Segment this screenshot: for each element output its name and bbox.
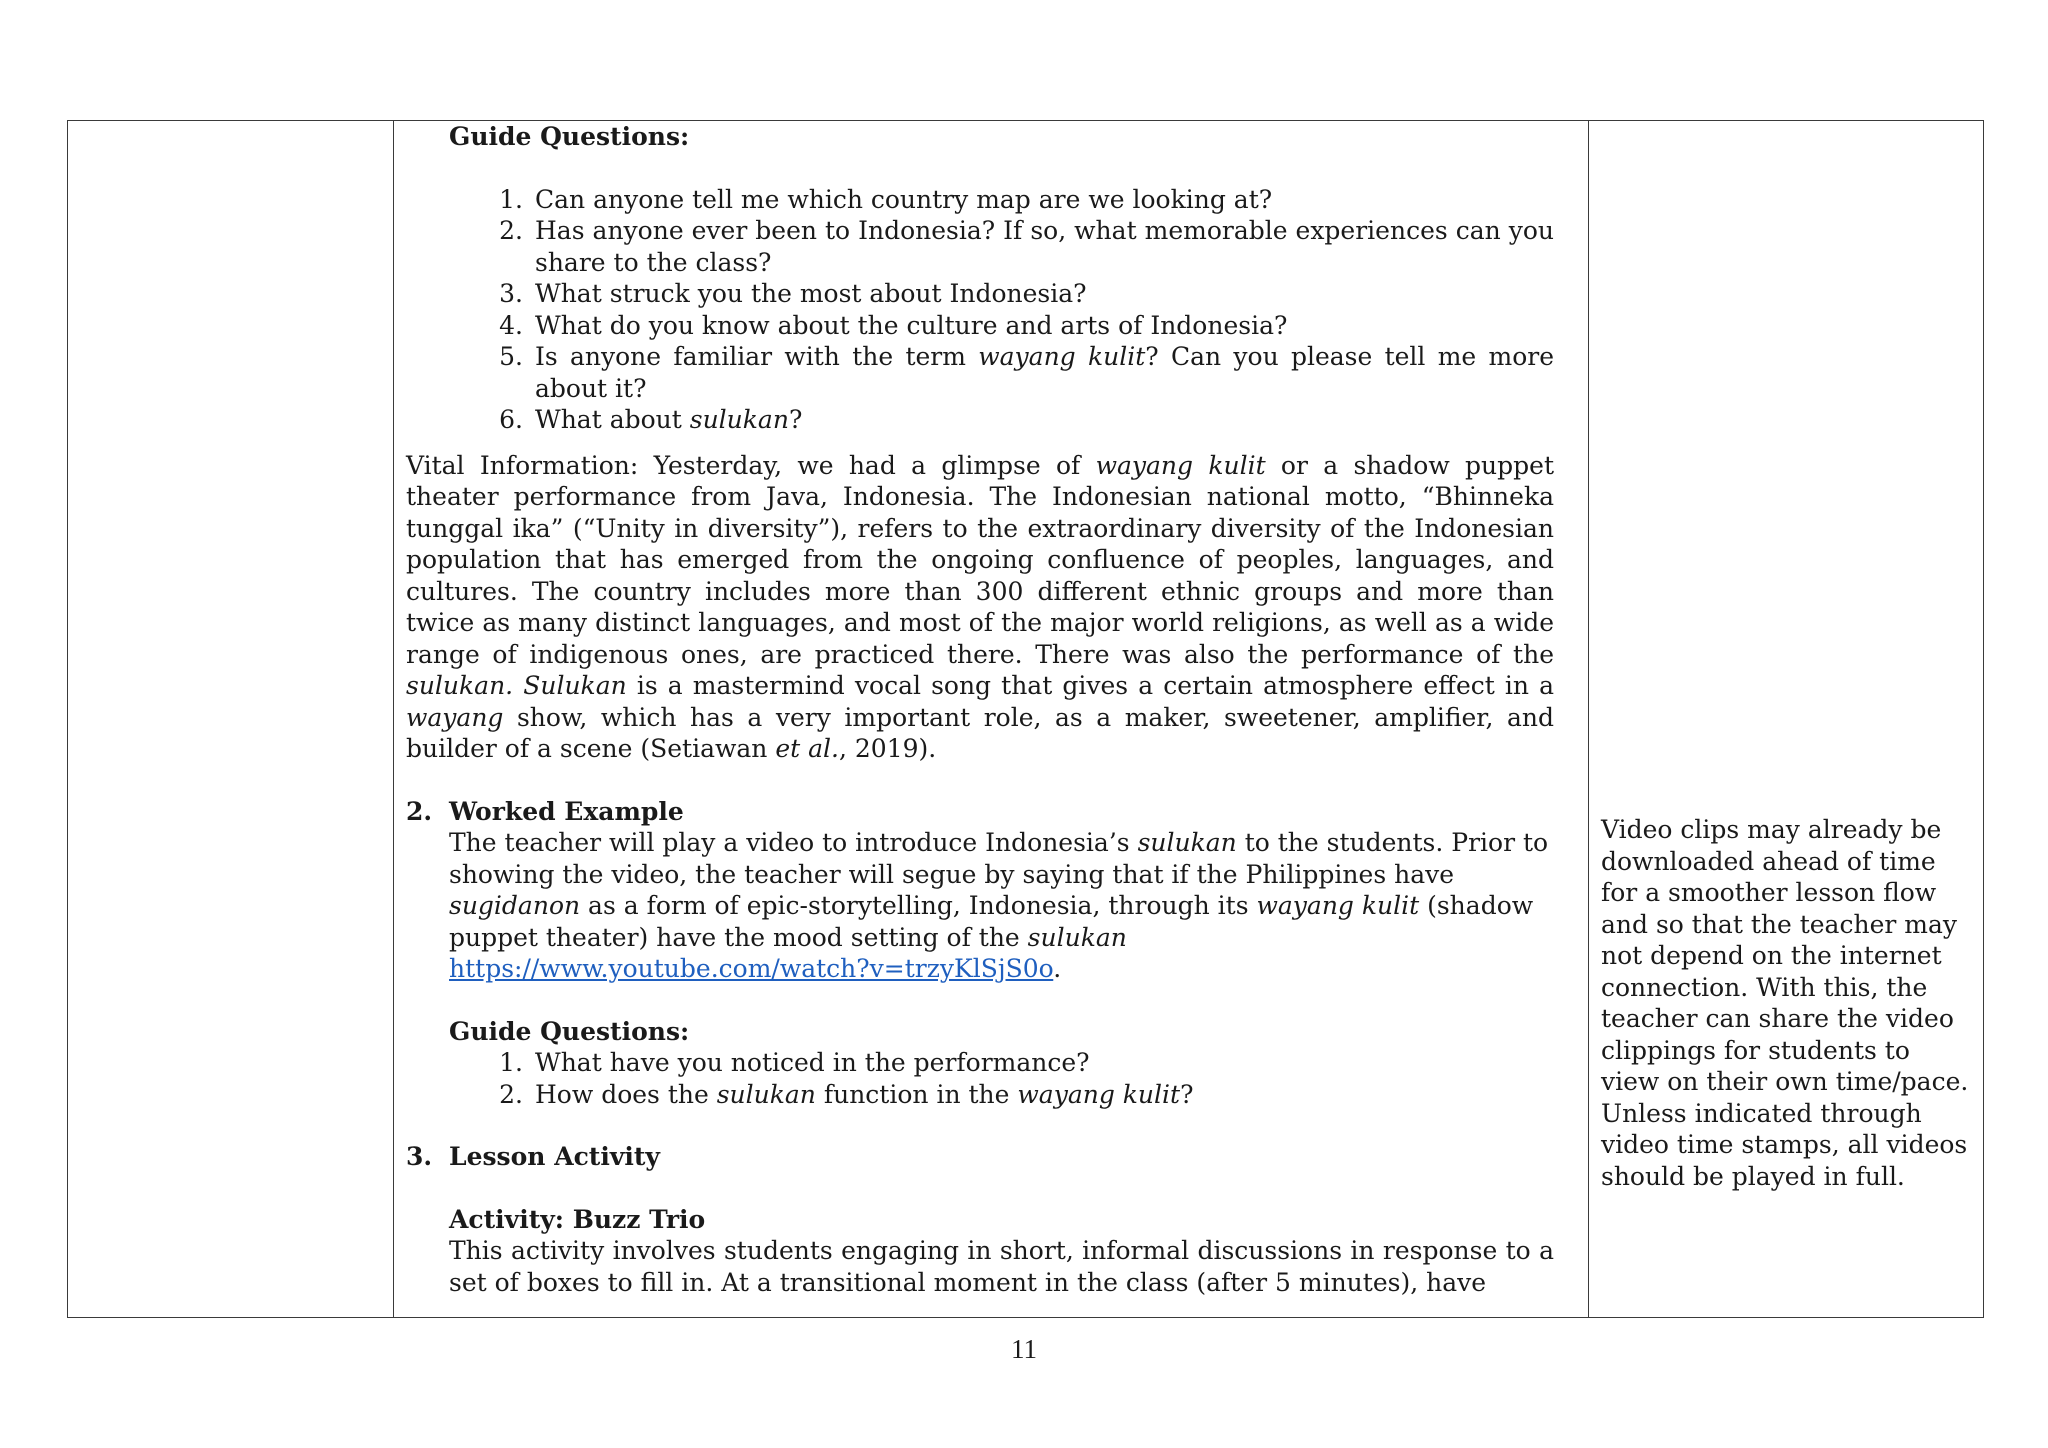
list-item: 3. What struck you the most about Indonesia? [499, 279, 1087, 308]
guide-questions-heading: Guide Questions: [449, 122, 690, 151]
list-item: 4. What do you know about the culture and arts of Indonesia? [499, 310, 1288, 340]
lesson-table [67, 120, 1984, 1318]
list-item: 2. Has anyone ever been to Indonesia? If so, what memorable experiences can you share to the class? [499, 216, 1554, 277]
guide-questions-list-2 [406, 1047, 1554, 1110]
youtube-link[interactable]: https://www.youtube.com/watch?v=trzyKlSjS0o [449, 954, 1054, 983]
list-item: 5. Is anyone familiar with the term wayang kulit? Can you please tell me more about it? [499, 342, 1555, 403]
list-item: 2. How does the sulukan function in the wayang kulit? [499, 1079, 1194, 1109]
main-column [394, 121, 1589, 1317]
list-item: 6. What about sulukan? [499, 405, 803, 434]
left-column [68, 121, 394, 1317]
worked-example-paragraph: The teacher will play a video to introduce Indonesia’s sulukan to the students. Prior to showing the video, the teacher will segue by saying that if the Philippines have sugidanon as a form of epic-storytelling, Indonesia, through its wayang kulit (shadow puppet theater) have the mood setting of the sulukan https://www.youtube.com/watch?v=trzyKlSjS0o. [449, 828, 1549, 983]
list-item: 1. What have you noticed in the performance? [499, 1048, 1090, 1077]
activity-description: This activity involves students engaging in short, informal discussions in response to a set of boxes to fill in. At a transitional moment in the class (after 5 minutes), have [449, 1236, 1554, 1297]
list-item: 1. Can anyone tell me which country map are we looking at? [499, 184, 1273, 214]
guide-questions-list [406, 184, 1554, 436]
teacher-note: Video clips may already be downloaded ahead of time for a smoother lesson flow and so that the teacher may not depend on the internet connection. With this, the teacher can share the video clippings for students to view on their own time/pace. Unless indicated through video time stamps, all videos should be played in full. [1601, 815, 1969, 1191]
activity-title: Activity: Buzz Trio [449, 1204, 706, 1234]
notes-column [1589, 121, 1983, 1317]
guide-questions-heading-2: Guide Questions: [449, 1016, 690, 1046]
page-number: 11 [1011, 1334, 1037, 1364]
vital-information-paragraph: Vital Information: Yesterday, we had a glimpse of wayang kulit or a shadow puppet theater performance from Java, Indonesia. The Indonesian national motto, “Bhinneka tunggal ika” (“Unity in diversity”), refers to the extraordinary diversity of the Indonesian population that has emerged from the ongoing confluence of peoples, languages, and cultures. The country includes more than 300 different ethnic groups and more than twice as many distinct languages, and most of the major world religions, as well as a wide range of indigenous ones, are practiced there. There was also the performance of the sulukan. Sulukan is a mastermind vocal song that gives a certain atmosphere effect in a wayang show, which has a very important role, as a maker, sweetener, amplifier, and builder of a scene (Setiawan et al., 2019). [406, 450, 1554, 763]
worked-example-heading: 2. Worked Example [406, 796, 684, 826]
lesson-activity-heading: 3. Lesson Activity [406, 1142, 660, 1171]
